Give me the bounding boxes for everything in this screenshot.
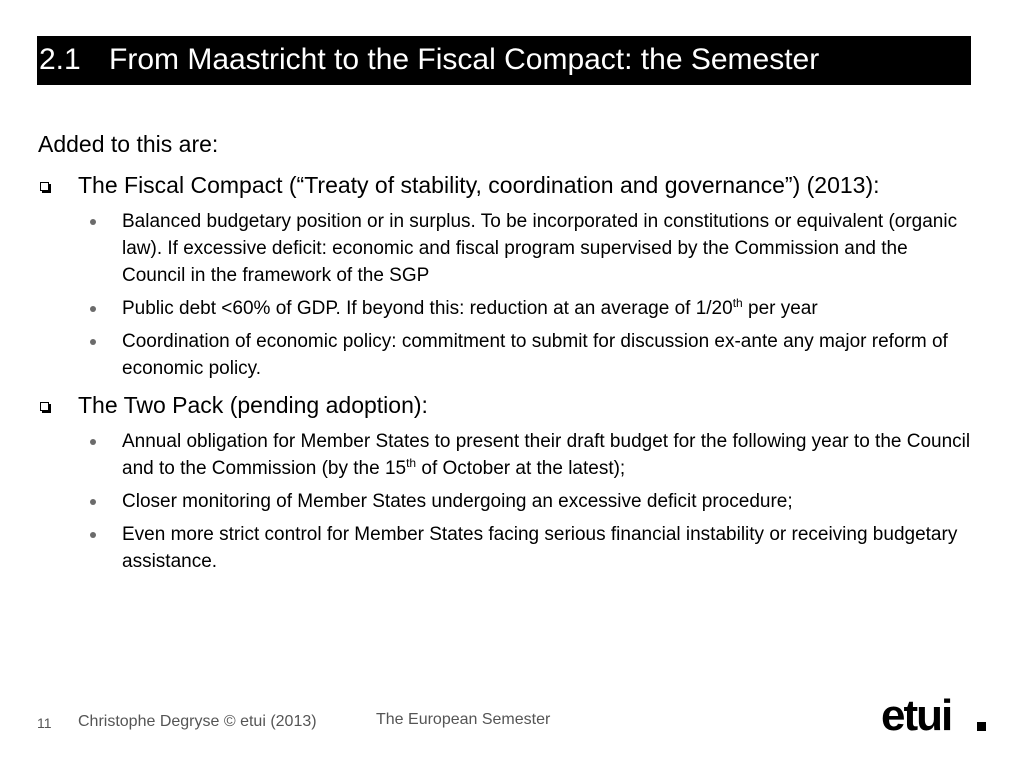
list-item-text: Balanced budgetary position or in surplus. To be incorporated in constitutions or equivalent (organic law). If excessive deficit: economic and fiscal program supervised by the Commission and the Council in the framework of the SGP xyxy=(122,211,958,286)
list-item xyxy=(38,488,978,515)
list-item xyxy=(38,295,978,322)
svg-text:etui: etui xyxy=(881,692,952,738)
round-bullet-icon xyxy=(90,439,96,445)
fiscal-compact-heading-text: The Fiscal Compact (“Treaty of stability, coordination and governance”) (2013): xyxy=(78,172,880,198)
fiscal-compact-list xyxy=(38,208,978,382)
slide-title xyxy=(37,36,971,85)
slide-body xyxy=(38,128,978,581)
list-item xyxy=(38,208,978,289)
footer-author: Christophe Degryse © etui (2013) xyxy=(78,713,317,730)
round-bullet-icon xyxy=(90,532,96,538)
etui-logo xyxy=(881,692,991,738)
list-item-text-tail: per year xyxy=(742,298,818,319)
ordinal-suffix: th xyxy=(406,456,417,470)
square-bullet-icon xyxy=(40,402,49,411)
round-bullet-icon xyxy=(90,219,96,225)
list-item-text: Public debt <60% of GDP. If beyond this: reduction at an average of 1/20 xyxy=(122,298,733,319)
title-text: From Maastricht to the Fiscal Compact: the Semester xyxy=(109,43,820,76)
two-pack-heading xyxy=(38,391,978,420)
list-item-text: Coordination of economic policy: commitment to submit for discussion ex-ante any major reform of economic policy. xyxy=(122,331,948,379)
list-item-text: Closer monitoring of Member States undergoing an excessive deficit procedure; xyxy=(122,491,793,512)
list-item-text: Even more strict control for Member States facing serious financial instability or receiving budgetary assistance. xyxy=(122,524,958,572)
list-item-text: Annual obligation for Member States to present their draft budget for the following year to the Council and to the Commission (by the 15 xyxy=(122,431,971,479)
section-number: 2.1 xyxy=(39,43,81,76)
list-item xyxy=(38,521,978,575)
round-bullet-icon xyxy=(90,306,96,312)
intro-text: Added to this are: xyxy=(38,131,219,157)
ordinal-suffix: th xyxy=(732,296,743,310)
two-pack-list xyxy=(38,428,978,575)
list-item-text-tail: of October at the latest); xyxy=(416,458,626,479)
footer-topic: The European Semester xyxy=(376,711,551,728)
round-bullet-icon xyxy=(90,339,96,345)
round-bullet-icon xyxy=(90,499,96,505)
square-bullet-icon xyxy=(40,182,49,191)
list-item xyxy=(38,428,978,482)
two-pack-heading-text: The Two Pack (pending adoption): xyxy=(78,392,428,418)
page-number: 11 xyxy=(37,715,52,731)
list-item xyxy=(38,328,978,382)
fiscal-compact-heading xyxy=(38,171,978,200)
